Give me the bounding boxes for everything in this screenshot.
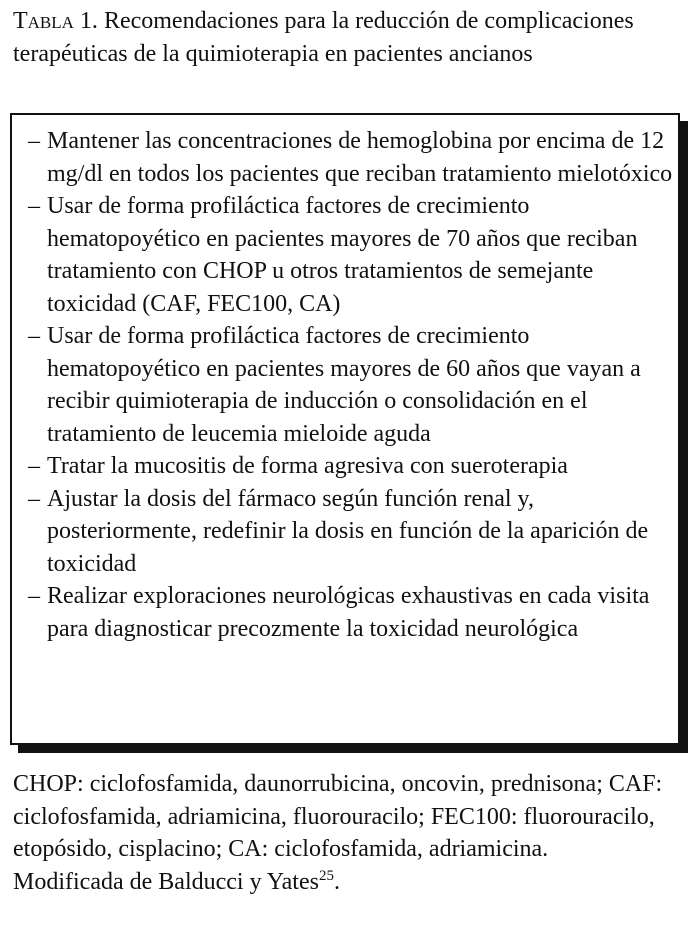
list-item xyxy=(28,483,678,581)
recommendations-list xyxy=(12,115,678,645)
recommendations-box xyxy=(10,113,680,745)
dash-bullet: – xyxy=(28,128,40,154)
table-title: Recomendaciones para la reducción de complicaciones terapéuticas de la quimioterapia en pacientes ancianos xyxy=(13,8,634,67)
dash-bullet: – xyxy=(28,193,40,219)
dash-bullet: – xyxy=(28,453,40,479)
table-label: Tabla 1. xyxy=(13,8,98,34)
table-footnote xyxy=(13,768,693,898)
recommendation-text: Usar de forma profiláctica factores de crecimiento hematopoyético en pacientes mayores de 60 años que vayan a recibir quimioterapia de inducción o consolidación en el tratamiento de leucemia mieloide aguda xyxy=(47,323,641,447)
dash-bullet: – xyxy=(28,323,40,349)
list-item xyxy=(28,320,678,450)
recommendation-text: Mantener las concentraciones de hemoglobina por encima de 12 mg/dl en todos los pacientes que reciban tratamiento mielotóxico xyxy=(47,128,673,187)
recommendation-text: Usar de forma profiláctica factores de crecimiento hematopoyético en pacientes mayores de 70 años que reciban tratamiento con CHOP u otros tratamientos de semejante toxicidad (CAF, FEC100, CA) xyxy=(47,193,638,317)
source-note xyxy=(13,866,693,899)
list-item xyxy=(28,190,678,320)
list-item xyxy=(28,450,678,483)
dash-bullet: – xyxy=(28,485,40,512)
source-end: . xyxy=(333,868,340,895)
recommendation-text: Ajustar la dosis del fármaco según función renal y, posteriormente, redefinir la dosis en función de la aparición de toxicidad xyxy=(47,485,649,577)
abbreviations-note: CHOP: ciclofosfamida, daunorrubicina, oncovin, prednisona; CAF: ciclofosfamida, adriamicina, fluorouracilo; FEC100: fluorouracilo, etopósido, cisplacino; CA: ciclofosfamida, adriamicina. xyxy=(13,771,663,862)
recommendation-text: Tratar la mucositis de forma agresiva con sueroterapia xyxy=(47,453,568,479)
list-item xyxy=(28,125,678,190)
recommendation-text: Realizar exploraciones neurológicas exhaustivas en cada visita para diagnosticar precozmente la toxicidad neurológica xyxy=(47,583,650,642)
source-text: Modificada de Balducci y Yates xyxy=(13,868,319,895)
dash-bullet: – xyxy=(28,583,40,609)
reference-number: 25 xyxy=(318,867,334,884)
table-caption xyxy=(13,5,693,70)
list-item xyxy=(28,580,678,645)
